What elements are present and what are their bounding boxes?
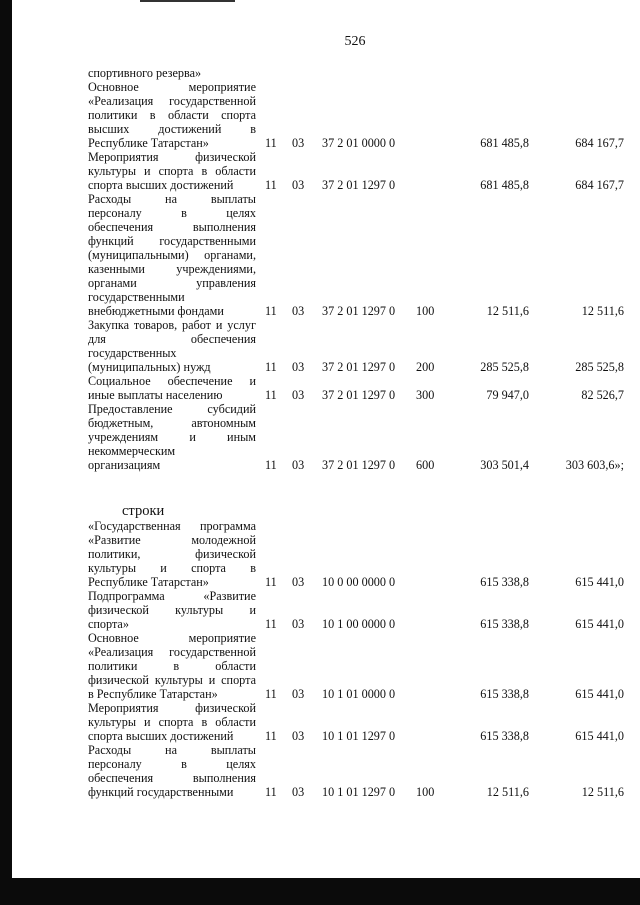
row-description — [88, 701, 256, 743]
section-code: 11 — [265, 360, 277, 374]
expense-type-code: 300 — [416, 388, 435, 402]
scan-edge-top — [140, 0, 235, 2]
amount-year-2: 82 526,7 — [581, 388, 624, 402]
target-article-code: 37 2 01 1297 0 — [322, 304, 396, 318]
subsection-code: 03 — [292, 304, 305, 318]
description-line: Социальное обеспечение и — [88, 374, 256, 388]
description-line: политики в области — [88, 659, 256, 673]
amount-year-2: 285 525,8 — [575, 360, 624, 374]
target-article-code: 10 1 01 0000 0 — [322, 687, 396, 701]
amount-year-2: 615 441,0 — [575, 729, 624, 743]
amount-year-2: 303 603,6»; — [565, 458, 624, 472]
description-line: «Реализация государственной — [88, 94, 256, 108]
row-description — [88, 589, 256, 631]
table-row — [0, 402, 640, 472]
section-code: 11 — [265, 304, 277, 318]
target-article-code: 10 1 00 0000 0 — [322, 617, 396, 631]
amount-year-1: 12 511,6 — [486, 785, 529, 799]
subsection-code: 03 — [292, 617, 305, 631]
description-line: «Развитие молодежной — [88, 533, 256, 547]
description-line: персоналу в целях — [88, 757, 256, 771]
target-article-code: 10 1 01 1297 0 — [322, 785, 396, 799]
row-description — [88, 374, 256, 402]
description-line: культуры и спорта в области — [88, 164, 256, 178]
section-code: 11 — [265, 458, 277, 472]
row-description — [88, 150, 256, 192]
description-line: Предоставление субсидий — [88, 402, 256, 416]
description-line: «Государственная программа — [88, 519, 256, 533]
table-row — [0, 66, 640, 80]
description-line: обеспечения выполнения — [88, 771, 256, 785]
section-code: 11 — [265, 617, 277, 631]
description-line: политики в области спорта — [88, 108, 256, 122]
section-code: 11 — [265, 136, 277, 150]
description-line: организациям — [88, 458, 161, 472]
row-description — [88, 631, 256, 701]
description-line: спорта высших достижений — [88, 729, 234, 743]
amount-year-2: 615 441,0 — [575, 617, 624, 631]
scan-border-bottom — [0, 878, 640, 905]
section-code: 11 — [265, 575, 277, 589]
description-line: политики, физической — [88, 547, 256, 561]
target-article-code: 37 2 01 1297 0 — [322, 178, 396, 192]
subsection-code: 03 — [292, 687, 305, 701]
section-code: 11 — [265, 785, 277, 799]
amount-year-1: 681 485,8 — [480, 136, 529, 150]
description-line: Закупка товаров, работ и услуг — [88, 318, 256, 332]
description-line: спорта» — [88, 617, 129, 631]
section-heading: строки — [122, 503, 165, 519]
table-row — [0, 374, 640, 402]
description-line: культуры и спорта в — [88, 561, 256, 575]
row-description — [88, 519, 256, 589]
page-number: 526 — [344, 34, 366, 49]
section-code: 11 — [265, 388, 277, 402]
subsection-code: 03 — [292, 785, 305, 799]
subsection-code: 03 — [292, 360, 305, 374]
description-line: (муниципальных) нужд — [88, 360, 211, 374]
amount-year-1: 615 338,8 — [480, 687, 529, 701]
row-description — [88, 192, 256, 318]
target-article-code: 10 0 00 0000 0 — [322, 575, 396, 589]
table-row — [0, 150, 640, 192]
description-line: высших достижений в — [88, 122, 256, 136]
amount-year-2: 615 441,0 — [575, 687, 624, 701]
description-line: функций государственными — [88, 785, 234, 799]
expense-type-code: 100 — [416, 785, 435, 799]
section-code: 11 — [265, 729, 277, 743]
description-line: обеспечения выполнения — [88, 220, 256, 234]
description-line: физической культуры и — [88, 603, 256, 617]
amount-year-1: 615 338,8 — [480, 729, 529, 743]
row-description — [88, 743, 256, 799]
description-line: спорта высших достижений — [88, 178, 234, 192]
description-line: Основное мероприятие — [88, 631, 256, 645]
description-line: внебюджетными фондами — [88, 304, 224, 318]
description-line: некоммерческим — [88, 444, 176, 458]
table-row — [0, 701, 640, 743]
description-line: функций государственными — [88, 234, 256, 248]
description-line: учреждениям и иным — [88, 430, 256, 444]
table-row — [0, 318, 640, 374]
description-line: для обеспечения — [88, 332, 256, 346]
description-line: казенными учреждениями, — [88, 262, 256, 276]
description-line: Мероприятия физической — [88, 150, 256, 164]
amount-year-1: 285 525,8 — [480, 360, 529, 374]
row-description — [88, 66, 256, 80]
subsection-code: 03 — [292, 458, 305, 472]
row-description — [88, 318, 256, 374]
description-line: иные выплаты населению — [88, 388, 223, 402]
amount-year-1: 615 338,8 — [480, 575, 529, 589]
expense-type-code: 100 — [416, 304, 435, 318]
description-line: государственными — [88, 290, 185, 304]
description-line: персоналу в целях — [88, 206, 256, 220]
description-line: (муниципальными) органами, — [88, 248, 256, 262]
amount-year-1: 79 947,0 — [486, 388, 529, 402]
description-line: физической культуры и спорта — [88, 673, 256, 687]
row-description — [88, 402, 256, 472]
target-article-code: 37 2 01 0000 0 — [322, 136, 396, 150]
amount-year-2: 684 167,7 — [575, 136, 624, 150]
description-line: органами управления — [88, 276, 256, 290]
target-article-code: 37 2 01 1297 0 — [322, 360, 396, 374]
description-line: Основное мероприятие — [88, 80, 256, 94]
description-line: Подпрограмма «Развитие — [88, 589, 256, 603]
description-line: культуры и спорта в области — [88, 715, 256, 729]
table-row — [0, 80, 640, 150]
table-row — [0, 631, 640, 701]
target-article-code: 37 2 01 1297 0 — [322, 388, 396, 402]
amount-year-1: 615 338,8 — [480, 617, 529, 631]
amount-year-2: 12 511,6 — [581, 304, 624, 318]
target-article-code: 10 1 01 1297 0 — [322, 729, 396, 743]
row-description — [88, 80, 256, 150]
description-line: Республике Татарстан» — [88, 136, 209, 150]
description-line: в Республике Татарстан» — [88, 687, 218, 701]
description-line: Расходы на выплаты — [88, 743, 256, 757]
section-code: 11 — [265, 687, 277, 701]
table-row — [0, 192, 640, 318]
expense-type-code: 600 — [416, 458, 435, 472]
description-line: бюджетным, автономным — [88, 416, 256, 430]
subsection-code: 03 — [292, 575, 305, 589]
target-article-code: 37 2 01 1297 0 — [322, 458, 396, 472]
description-line: государственных — [88, 346, 177, 360]
description-line: «Реализация государственной — [88, 645, 256, 659]
description-line: Мероприятия физической — [88, 701, 256, 715]
amount-year-2: 12 511,6 — [581, 785, 624, 799]
description-line: Республике Татарстан» — [88, 575, 209, 589]
amount-year-2: 615 441,0 — [575, 575, 624, 589]
subsection-code: 03 — [292, 136, 305, 150]
description-line: спортивного резерва» — [88, 66, 202, 80]
table-row — [0, 519, 640, 589]
section-code: 11 — [265, 178, 277, 192]
subsection-code: 03 — [292, 729, 305, 743]
table-row — [0, 589, 640, 631]
amount-year-1: 681 485,8 — [480, 178, 529, 192]
description-line: Расходы на выплаты — [88, 192, 256, 206]
amount-year-2: 684 167,7 — [575, 178, 624, 192]
amount-year-1: 12 511,6 — [486, 304, 529, 318]
subsection-code: 03 — [292, 178, 305, 192]
subsection-code: 03 — [292, 388, 305, 402]
table-row — [0, 743, 640, 799]
expense-type-code: 200 — [416, 360, 435, 374]
amount-year-1: 303 501,4 — [480, 458, 529, 472]
